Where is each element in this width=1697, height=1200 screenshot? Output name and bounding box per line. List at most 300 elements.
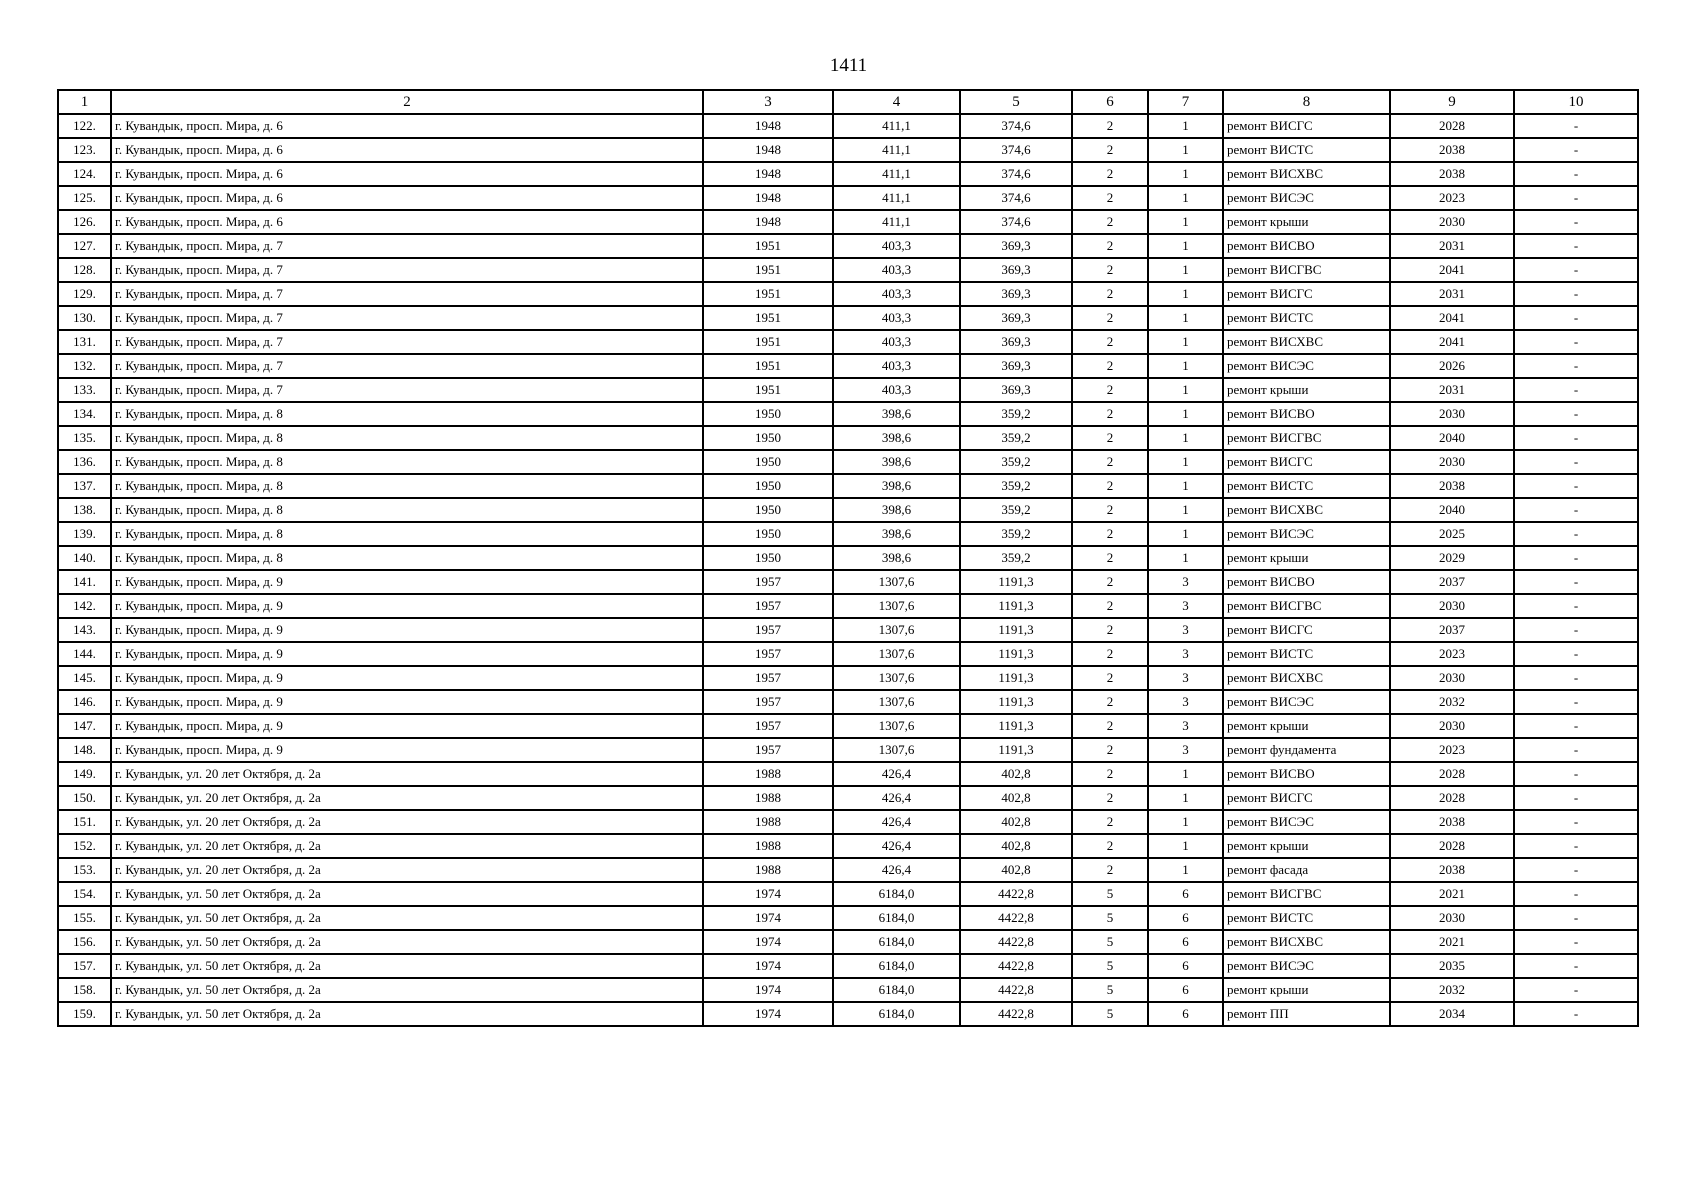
cell-total-area: 398,6 [833, 498, 960, 522]
cell-living-area: 1191,3 [960, 714, 1072, 738]
cell-build-year: 1951 [703, 354, 833, 378]
table-row [58, 426, 1638, 450]
cell-address: г. Кувандык, просп. Мира, д. 9 [111, 690, 703, 714]
cell-row-number: 145. [58, 666, 111, 690]
cell-planned-year: 2026 [1390, 354, 1514, 378]
cell-row-number: 129. [58, 282, 111, 306]
cell-note: - [1514, 138, 1638, 162]
cell-floors: 2 [1072, 354, 1148, 378]
cell-entrances: 6 [1148, 978, 1223, 1002]
cell-note: - [1514, 978, 1638, 1002]
cell-planned-year: 2023 [1390, 186, 1514, 210]
cell-entrances: 1 [1148, 522, 1223, 546]
cell-address: г. Кувандык, ул. 20 лет Октября, д. 2а [111, 834, 703, 858]
cell-entrances: 1 [1148, 162, 1223, 186]
cell-note: - [1514, 666, 1638, 690]
cell-work-type: ремонт ВИСЭС [1223, 354, 1390, 378]
cell-build-year: 1957 [703, 690, 833, 714]
cell-total-area: 6184,0 [833, 930, 960, 954]
cell-row-number: 149. [58, 762, 111, 786]
cell-note: - [1514, 786, 1638, 810]
cell-total-area: 1307,6 [833, 570, 960, 594]
cell-work-type: ремонт фундамента [1223, 738, 1390, 762]
cell-work-type: ремонт ВИСХВС [1223, 498, 1390, 522]
cell-build-year: 1950 [703, 402, 833, 426]
cell-total-area: 403,3 [833, 354, 960, 378]
table-row [58, 642, 1638, 666]
cell-entrances: 1 [1148, 426, 1223, 450]
cell-row-number: 138. [58, 498, 111, 522]
cell-living-area: 402,8 [960, 858, 1072, 882]
cell-entrances: 6 [1148, 954, 1223, 978]
cell-total-area: 403,3 [833, 306, 960, 330]
cell-planned-year: 2025 [1390, 522, 1514, 546]
cell-entrances: 1 [1148, 138, 1223, 162]
cell-address: г. Кувандык, просп. Мира, д. 9 [111, 738, 703, 762]
cell-build-year: 1974 [703, 930, 833, 954]
cell-total-area: 403,3 [833, 258, 960, 282]
cell-floors: 2 [1072, 330, 1148, 354]
repair-schedule-table [57, 89, 1639, 1027]
cell-planned-year: 2028 [1390, 786, 1514, 810]
cell-row-number: 124. [58, 162, 111, 186]
cell-address: г. Кувандык, просп. Мира, д. 9 [111, 642, 703, 666]
cell-floors: 2 [1072, 522, 1148, 546]
cell-work-type: ремонт ВИСЭС [1223, 954, 1390, 978]
cell-planned-year: 2030 [1390, 666, 1514, 690]
cell-build-year: 1950 [703, 522, 833, 546]
cell-row-number: 123. [58, 138, 111, 162]
cell-work-type: ремонт крыши [1223, 834, 1390, 858]
table-row [58, 186, 1638, 210]
cell-planned-year: 2034 [1390, 1002, 1514, 1026]
cell-work-type: ремонт ВИСХВС [1223, 930, 1390, 954]
table-row [58, 114, 1638, 138]
cell-build-year: 1948 [703, 114, 833, 138]
cell-total-area: 398,6 [833, 426, 960, 450]
cell-planned-year: 2032 [1390, 978, 1514, 1002]
cell-note: - [1514, 186, 1638, 210]
cell-row-number: 147. [58, 714, 111, 738]
cell-planned-year: 2038 [1390, 474, 1514, 498]
cell-row-number: 125. [58, 186, 111, 210]
cell-floors: 2 [1072, 378, 1148, 402]
cell-living-area: 402,8 [960, 762, 1072, 786]
cell-planned-year: 2021 [1390, 882, 1514, 906]
cell-total-area: 398,6 [833, 546, 960, 570]
cell-planned-year: 2030 [1390, 714, 1514, 738]
cell-floors: 2 [1072, 186, 1148, 210]
table-row [58, 738, 1638, 762]
cell-living-area: 4422,8 [960, 882, 1072, 906]
table-row [58, 330, 1638, 354]
table-row [58, 522, 1638, 546]
table-row [58, 258, 1638, 282]
cell-total-area: 411,1 [833, 186, 960, 210]
table-row [58, 378, 1638, 402]
cell-entrances: 3 [1148, 666, 1223, 690]
cell-note: - [1514, 162, 1638, 186]
cell-planned-year: 2037 [1390, 570, 1514, 594]
cell-build-year: 1974 [703, 1002, 833, 1026]
cell-entrances: 1 [1148, 210, 1223, 234]
cell-entrances: 3 [1148, 570, 1223, 594]
table-row [58, 762, 1638, 786]
cell-address: г. Кувандык, просп. Мира, д. 8 [111, 426, 703, 450]
cell-build-year: 1957 [703, 642, 833, 666]
table-row [58, 1002, 1638, 1026]
cell-address: г. Кувандык, просп. Мира, д. 8 [111, 450, 703, 474]
cell-work-type: ремонт ВИСТС [1223, 306, 1390, 330]
cell-note: - [1514, 330, 1638, 354]
table-row [58, 810, 1638, 834]
cell-row-number: 140. [58, 546, 111, 570]
cell-address: г. Кувандык, просп. Мира, д. 9 [111, 594, 703, 618]
cell-work-type: ремонт ВИСГС [1223, 282, 1390, 306]
column-header: 6 [1072, 90, 1148, 114]
cell-note: - [1514, 570, 1638, 594]
cell-note: - [1514, 642, 1638, 666]
column-number-row [58, 90, 1638, 114]
cell-note: - [1514, 762, 1638, 786]
cell-work-type: ремонт ВИСГС [1223, 450, 1390, 474]
cell-note: - [1514, 882, 1638, 906]
cell-floors: 2 [1072, 234, 1148, 258]
cell-entrances: 6 [1148, 906, 1223, 930]
cell-planned-year: 2021 [1390, 930, 1514, 954]
cell-total-area: 426,4 [833, 810, 960, 834]
cell-floors: 2 [1072, 810, 1148, 834]
cell-row-number: 130. [58, 306, 111, 330]
cell-note: - [1514, 1002, 1638, 1026]
cell-living-area: 359,2 [960, 402, 1072, 426]
cell-build-year: 1950 [703, 474, 833, 498]
cell-row-number: 158. [58, 978, 111, 1002]
cell-row-number: 159. [58, 1002, 111, 1026]
cell-total-area: 426,4 [833, 834, 960, 858]
cell-row-number: 122. [58, 114, 111, 138]
cell-planned-year: 2038 [1390, 162, 1514, 186]
cell-work-type: ремонт ВИСГС [1223, 114, 1390, 138]
cell-entrances: 1 [1148, 258, 1223, 282]
cell-work-type: ремонт ВИСЭС [1223, 186, 1390, 210]
cell-total-area: 411,1 [833, 162, 960, 186]
cell-build-year: 1950 [703, 546, 833, 570]
cell-floors: 5 [1072, 954, 1148, 978]
cell-floors: 2 [1072, 210, 1148, 234]
cell-total-area: 6184,0 [833, 906, 960, 930]
cell-work-type: ремонт ВИСТС [1223, 906, 1390, 930]
cell-living-area: 359,2 [960, 522, 1072, 546]
cell-build-year: 1951 [703, 330, 833, 354]
cell-address: г. Кувандык, просп. Мира, д. 6 [111, 162, 703, 186]
cell-planned-year: 2029 [1390, 546, 1514, 570]
cell-planned-year: 2030 [1390, 402, 1514, 426]
cell-build-year: 1988 [703, 858, 833, 882]
cell-total-area: 398,6 [833, 450, 960, 474]
cell-floors: 2 [1072, 690, 1148, 714]
cell-build-year: 1957 [703, 714, 833, 738]
cell-note: - [1514, 234, 1638, 258]
cell-work-type: ремонт ВИСХВС [1223, 162, 1390, 186]
cell-build-year: 1957 [703, 618, 833, 642]
cell-floors: 2 [1072, 114, 1148, 138]
cell-planned-year: 2038 [1390, 810, 1514, 834]
cell-floors: 5 [1072, 930, 1148, 954]
table-row [58, 138, 1638, 162]
cell-floors: 5 [1072, 882, 1148, 906]
cell-entrances: 6 [1148, 930, 1223, 954]
cell-address: г. Кувандык, просп. Мира, д. 8 [111, 522, 703, 546]
cell-entrances: 1 [1148, 834, 1223, 858]
cell-living-area: 369,3 [960, 354, 1072, 378]
cell-build-year: 1950 [703, 450, 833, 474]
cell-total-area: 426,4 [833, 858, 960, 882]
table-row [58, 858, 1638, 882]
cell-entrances: 6 [1148, 1002, 1223, 1026]
cell-address: г. Кувандык, ул. 20 лет Октября, д. 2а [111, 810, 703, 834]
cell-note: - [1514, 354, 1638, 378]
cell-row-number: 139. [58, 522, 111, 546]
cell-row-number: 137. [58, 474, 111, 498]
cell-floors: 2 [1072, 594, 1148, 618]
cell-work-type: ремонт ВИСХВС [1223, 666, 1390, 690]
table-row [58, 306, 1638, 330]
cell-living-area: 369,3 [960, 258, 1072, 282]
cell-address: г. Кувандык, просп. Мира, д. 9 [111, 570, 703, 594]
cell-total-area: 1307,6 [833, 642, 960, 666]
cell-total-area: 6184,0 [833, 1002, 960, 1026]
cell-row-number: 126. [58, 210, 111, 234]
cell-build-year: 1957 [703, 570, 833, 594]
cell-planned-year: 2031 [1390, 378, 1514, 402]
cell-note: - [1514, 714, 1638, 738]
column-header: 4 [833, 90, 960, 114]
cell-total-area: 398,6 [833, 474, 960, 498]
cell-living-area: 1191,3 [960, 690, 1072, 714]
cell-total-area: 403,3 [833, 330, 960, 354]
cell-planned-year: 2030 [1390, 594, 1514, 618]
cell-work-type: ремонт ВИСТС [1223, 642, 1390, 666]
cell-living-area: 402,8 [960, 786, 1072, 810]
cell-work-type: ремонт ВИСВО [1223, 762, 1390, 786]
cell-row-number: 135. [58, 426, 111, 450]
cell-address: г. Кувандык, просп. Мира, д. 8 [111, 498, 703, 522]
cell-planned-year: 2030 [1390, 210, 1514, 234]
cell-work-type: ремонт ВИСГВС [1223, 882, 1390, 906]
cell-build-year: 1948 [703, 186, 833, 210]
cell-entrances: 1 [1148, 378, 1223, 402]
cell-entrances: 1 [1148, 546, 1223, 570]
cell-work-type: ремонт крыши [1223, 978, 1390, 1002]
cell-build-year: 1974 [703, 882, 833, 906]
cell-living-area: 1191,3 [960, 618, 1072, 642]
cell-total-area: 403,3 [833, 282, 960, 306]
table-row [58, 690, 1638, 714]
cell-work-type: ремонт крыши [1223, 546, 1390, 570]
cell-build-year: 1988 [703, 810, 833, 834]
cell-total-area: 403,3 [833, 234, 960, 258]
cell-row-number: 131. [58, 330, 111, 354]
cell-address: г. Кувандык, просп. Мира, д. 7 [111, 330, 703, 354]
cell-floors: 2 [1072, 138, 1148, 162]
cell-total-area: 6184,0 [833, 882, 960, 906]
cell-entrances: 1 [1148, 450, 1223, 474]
cell-planned-year: 2030 [1390, 450, 1514, 474]
cell-planned-year: 2032 [1390, 690, 1514, 714]
cell-floors: 2 [1072, 474, 1148, 498]
cell-address: г. Кувандык, ул. 20 лет Октября, д. 2а [111, 786, 703, 810]
cell-floors: 2 [1072, 258, 1148, 282]
cell-address: г. Кувандык, ул. 50 лет Октября, д. 2а [111, 954, 703, 978]
cell-total-area: 398,6 [833, 522, 960, 546]
cell-floors: 5 [1072, 906, 1148, 930]
table-row [58, 978, 1638, 1002]
cell-floors: 2 [1072, 426, 1148, 450]
cell-note: - [1514, 426, 1638, 450]
cell-entrances: 6 [1148, 882, 1223, 906]
cell-total-area: 411,1 [833, 210, 960, 234]
cell-living-area: 374,6 [960, 186, 1072, 210]
cell-note: - [1514, 402, 1638, 426]
cell-entrances: 1 [1148, 306, 1223, 330]
cell-entrances: 3 [1148, 594, 1223, 618]
cell-entrances: 1 [1148, 114, 1223, 138]
cell-build-year: 1948 [703, 138, 833, 162]
cell-living-area: 4422,8 [960, 1002, 1072, 1026]
cell-entrances: 3 [1148, 738, 1223, 762]
cell-address: г. Кувандык, ул. 20 лет Октября, д. 2а [111, 762, 703, 786]
cell-note: - [1514, 858, 1638, 882]
cell-note: - [1514, 618, 1638, 642]
cell-total-area: 6184,0 [833, 978, 960, 1002]
column-header: 1 [58, 90, 111, 114]
cell-total-area: 426,4 [833, 762, 960, 786]
cell-row-number: 152. [58, 834, 111, 858]
cell-living-area: 359,2 [960, 474, 1072, 498]
cell-build-year: 1957 [703, 738, 833, 762]
cell-address: г. Кувандык, просп. Мира, д. 8 [111, 546, 703, 570]
column-header: 10 [1514, 90, 1638, 114]
cell-address: г. Кувандык, просп. Мира, д. 7 [111, 378, 703, 402]
cell-planned-year: 2038 [1390, 138, 1514, 162]
cell-work-type: ремонт ВИСТС [1223, 138, 1390, 162]
cell-living-area: 1191,3 [960, 594, 1072, 618]
table-body [58, 114, 1638, 1026]
table-row [58, 210, 1638, 234]
cell-total-area: 1307,6 [833, 738, 960, 762]
cell-living-area: 4422,8 [960, 954, 1072, 978]
cell-floors: 2 [1072, 282, 1148, 306]
cell-floors: 2 [1072, 162, 1148, 186]
cell-address: г. Кувандык, просп. Мира, д. 9 [111, 618, 703, 642]
cell-living-area: 369,3 [960, 330, 1072, 354]
column-header: 3 [703, 90, 833, 114]
cell-work-type: ремонт ВИСГВС [1223, 594, 1390, 618]
cell-work-type: ремонт крыши [1223, 210, 1390, 234]
cell-planned-year: 2023 [1390, 642, 1514, 666]
cell-planned-year: 2038 [1390, 858, 1514, 882]
table-row [58, 882, 1638, 906]
cell-living-area: 4422,8 [960, 978, 1072, 1002]
cell-row-number: 142. [58, 594, 111, 618]
cell-note: - [1514, 210, 1638, 234]
cell-build-year: 1948 [703, 162, 833, 186]
cell-row-number: 154. [58, 882, 111, 906]
cell-note: - [1514, 690, 1638, 714]
cell-address: г. Кувандык, ул. 50 лет Октября, д. 2а [111, 978, 703, 1002]
cell-work-type: ремонт ВИСВО [1223, 234, 1390, 258]
cell-address: г. Кувандык, ул. 50 лет Октября, д. 2а [111, 1002, 703, 1026]
cell-living-area: 4422,8 [960, 906, 1072, 930]
cell-planned-year: 2028 [1390, 762, 1514, 786]
cell-address: г. Кувандык, ул. 50 лет Октября, д. 2а [111, 882, 703, 906]
cell-note: - [1514, 738, 1638, 762]
page-number: 1411 [829, 55, 868, 76]
cell-planned-year: 2040 [1390, 498, 1514, 522]
column-header: 9 [1390, 90, 1514, 114]
cell-note: - [1514, 522, 1638, 546]
cell-note: - [1514, 594, 1638, 618]
cell-planned-year: 2031 [1390, 234, 1514, 258]
cell-address: г. Кувандык, ул. 50 лет Октября, д. 2а [111, 930, 703, 954]
cell-build-year: 1950 [703, 498, 833, 522]
cell-total-area: 1307,6 [833, 690, 960, 714]
cell-address: г. Кувандык, просп. Мира, д. 6 [111, 138, 703, 162]
cell-total-area: 411,1 [833, 114, 960, 138]
cell-note: - [1514, 954, 1638, 978]
cell-work-type: ремонт ВИСГС [1223, 618, 1390, 642]
cell-planned-year: 2030 [1390, 906, 1514, 930]
cell-row-number: 132. [58, 354, 111, 378]
cell-living-area: 359,2 [960, 426, 1072, 450]
cell-living-area: 374,6 [960, 138, 1072, 162]
cell-entrances: 1 [1148, 282, 1223, 306]
cell-total-area: 403,3 [833, 378, 960, 402]
cell-entrances: 1 [1148, 810, 1223, 834]
cell-floors: 2 [1072, 450, 1148, 474]
table-row [58, 450, 1638, 474]
table-row [58, 714, 1638, 738]
cell-floors: 2 [1072, 762, 1148, 786]
cell-work-type: ремонт ВИСВО [1223, 402, 1390, 426]
cell-work-type: ремонт ВИСГВС [1223, 258, 1390, 282]
cell-build-year: 1951 [703, 306, 833, 330]
cell-floors: 2 [1072, 858, 1148, 882]
cell-note: - [1514, 930, 1638, 954]
cell-build-year: 1988 [703, 834, 833, 858]
cell-build-year: 1988 [703, 762, 833, 786]
cell-total-area: 6184,0 [833, 954, 960, 978]
cell-address: г. Кувандык, просп. Мира, д. 8 [111, 402, 703, 426]
column-header: 7 [1148, 90, 1223, 114]
cell-build-year: 1950 [703, 426, 833, 450]
table-row [58, 570, 1638, 594]
cell-work-type: ремонт фасада [1223, 858, 1390, 882]
cell-floors: 2 [1072, 666, 1148, 690]
cell-row-number: 155. [58, 906, 111, 930]
cell-note: - [1514, 810, 1638, 834]
cell-work-type: ремонт ВИСТС [1223, 474, 1390, 498]
cell-note: - [1514, 498, 1638, 522]
cell-build-year: 1951 [703, 258, 833, 282]
cell-work-type: ремонт ПП [1223, 1002, 1390, 1026]
table-row [58, 930, 1638, 954]
cell-entrances: 1 [1148, 786, 1223, 810]
cell-planned-year: 2037 [1390, 618, 1514, 642]
cell-floors: 2 [1072, 738, 1148, 762]
cell-note: - [1514, 114, 1638, 138]
